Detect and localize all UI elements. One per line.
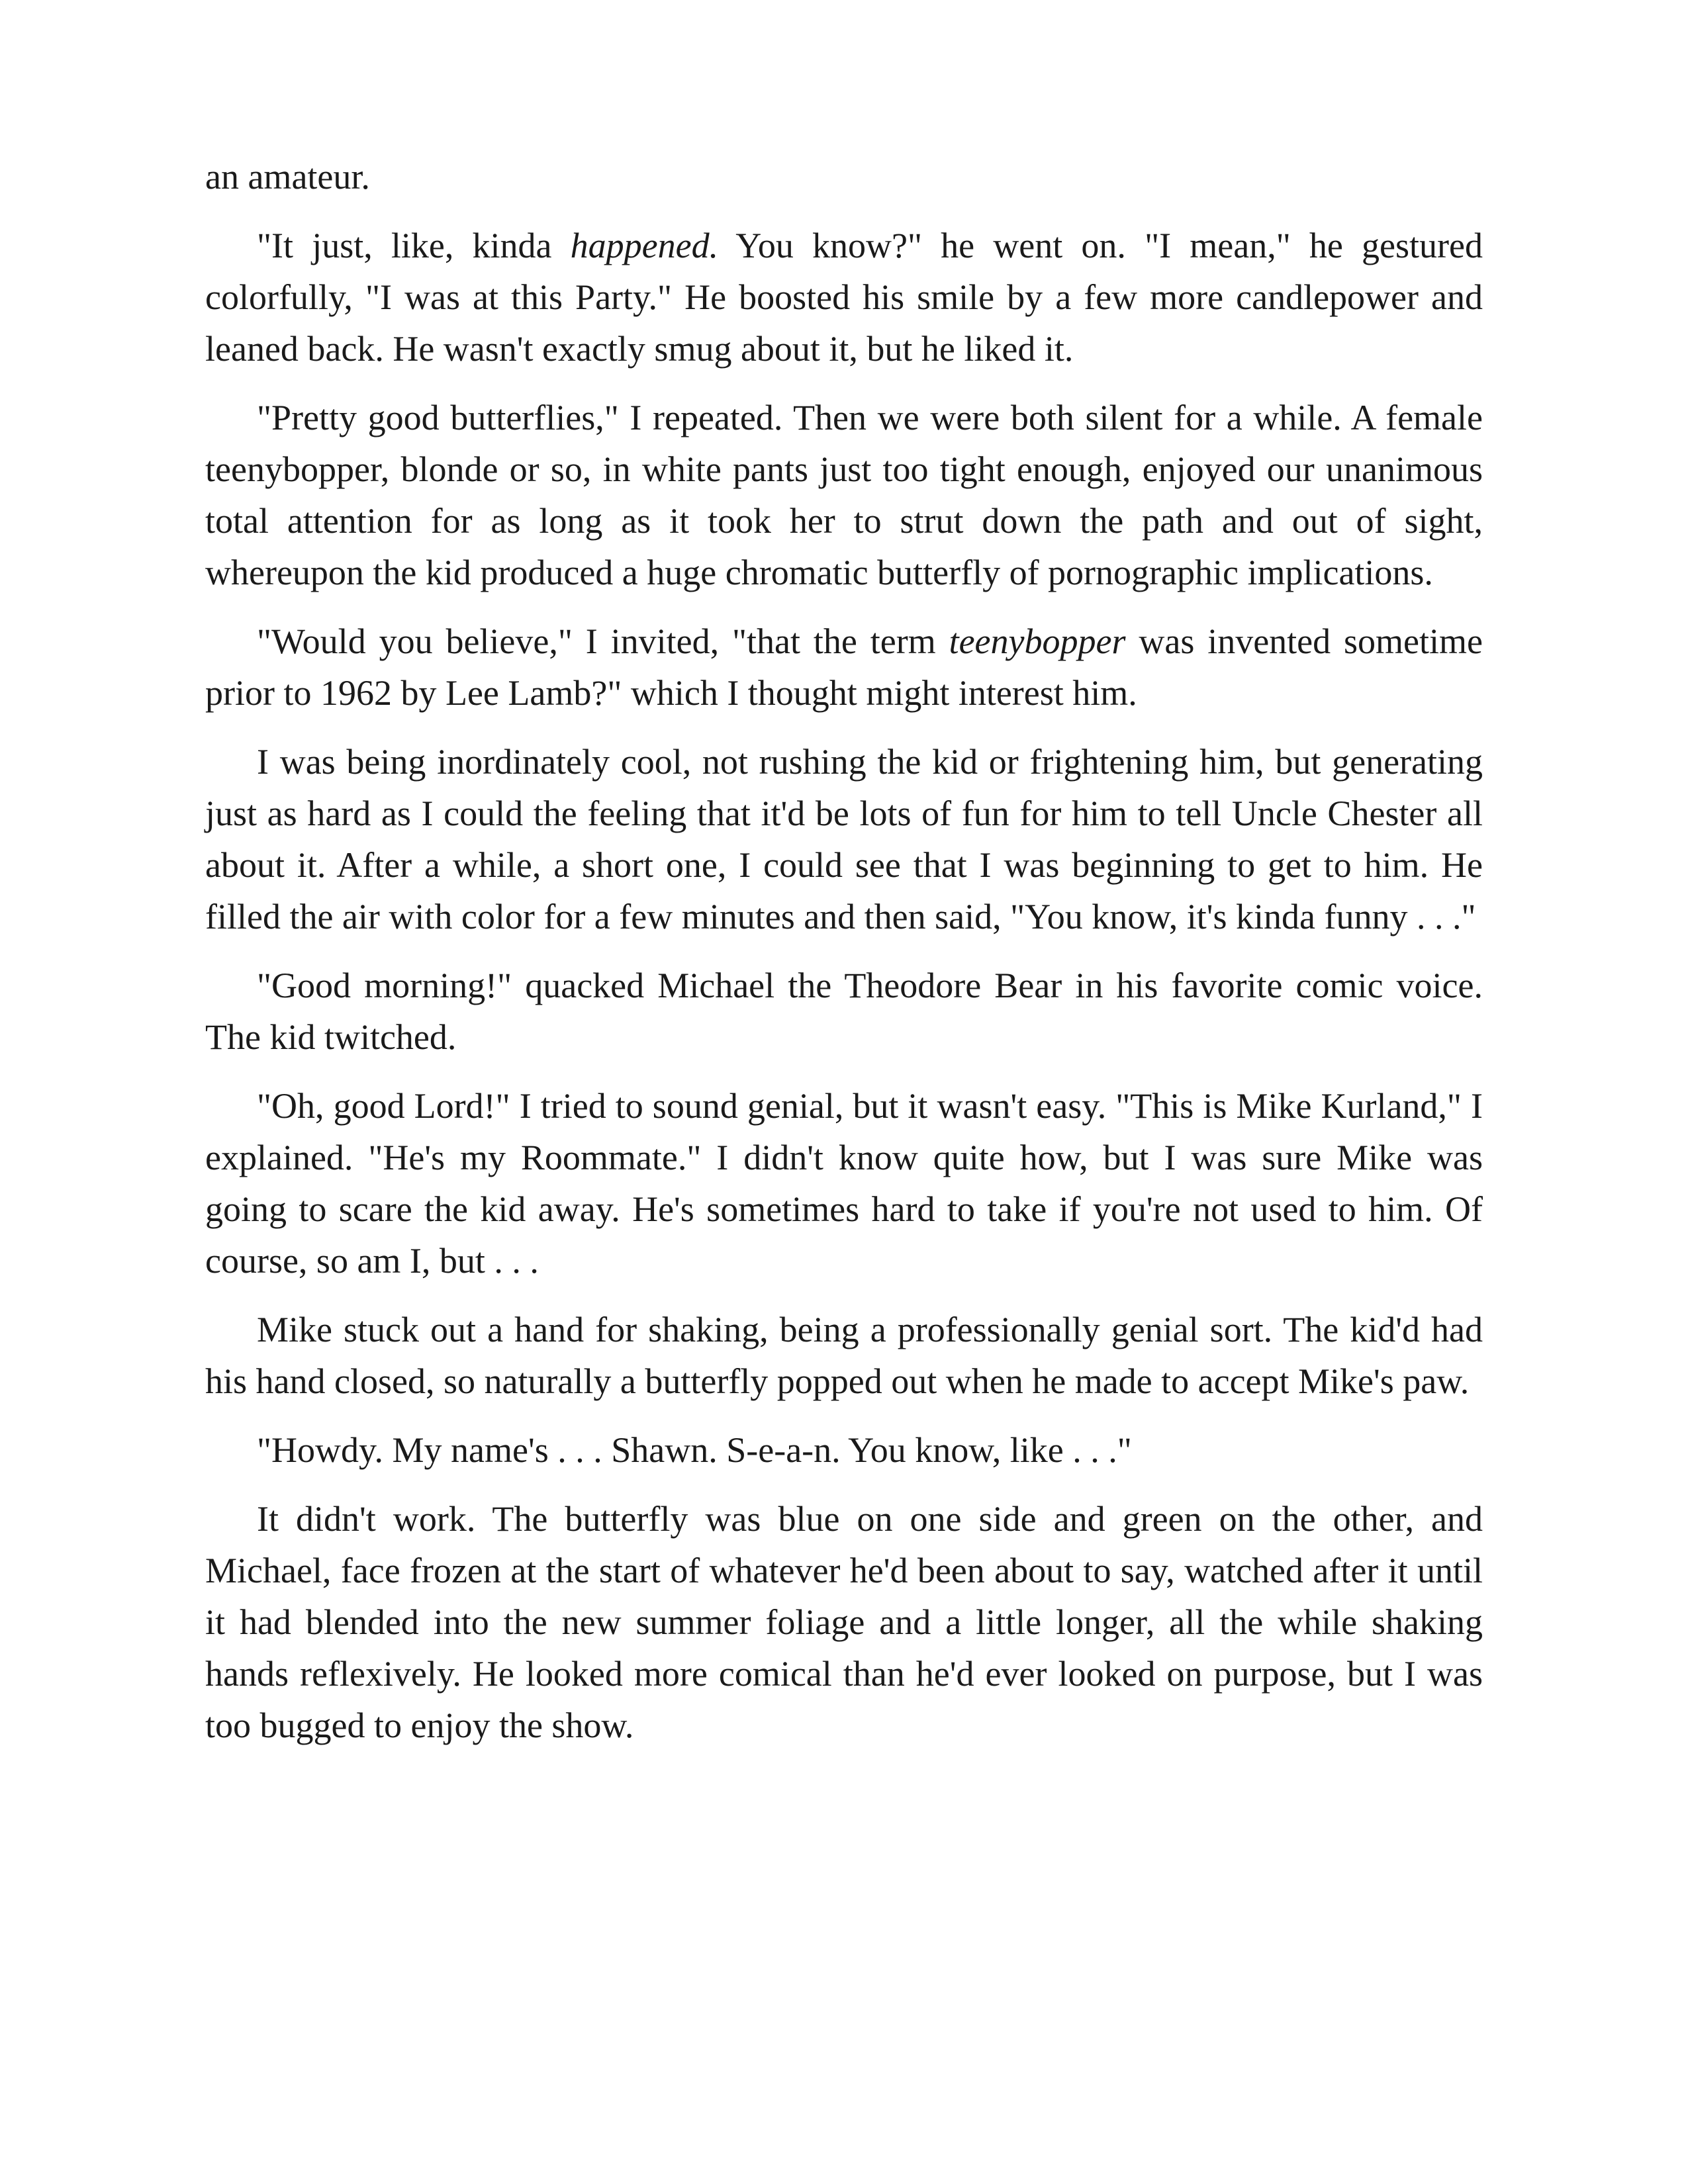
paragraph	[205, 1424, 1483, 1476]
paragraph	[205, 736, 1483, 942]
text-run: "Would you believe," I invited, "that the term	[257, 621, 949, 661]
paragraph	[205, 392, 1483, 598]
text-run: "Howdy. My name's . . . Shawn. S-e-a-n. You know, like . . ."	[257, 1430, 1132, 1470]
text-run: Mike stuck out a hand for shaking, being a professionally genial sort. The kid'd had his hand closed, so naturally a butterfly popped out when he made to accept Mike's paw.	[205, 1310, 1483, 1401]
page-body	[205, 151, 1483, 1768]
italic-text-run: happened.	[570, 226, 719, 265]
italic-text-run: teenybopper	[949, 621, 1126, 661]
text-run: an amateur.	[205, 157, 370, 197]
text-run: I was being inordinately cool, not rushing the kid or frightening him, but generating just as hard as I could the feeling that it'd be lots of fun for him to tell Uncle Chester all about it. After a while, a short one, I could see that I was beginning to get to him. He filled the air with color for a few minutes and then said, "You know, it's kinda funny . . ."	[205, 742, 1483, 936]
paragraph	[205, 615, 1483, 719]
paragraph	[205, 1304, 1483, 1407]
text-run: You know?" he went on. "I mean," he gestured colorfully, "I was at this Party." He boosted his smile by a few more candlepower and leaned back. He wasn't exactly smug about it, but he liked it.	[205, 226, 1483, 369]
paragraph	[205, 960, 1483, 1063]
paragraph	[205, 1080, 1483, 1287]
paragraph	[205, 220, 1483, 375]
text-run: "Pretty good butterflies," I repeated. Then we were both silent for a while. A female teenybopper, blonde or so, in white pants just too tight enough, enjoyed our unanimous total attention for as long as it took her to strut down the path and out of sight, whereupon the kid produced a huge chromatic butterfly of pornographic implications.	[205, 398, 1483, 592]
text-run: "Good morning!" quacked Michael the Theodore Bear in his favorite comic voice. The kid twitched.	[205, 966, 1483, 1057]
text-run: "It just, like, kinda	[257, 226, 571, 265]
paragraph	[205, 151, 1483, 203]
text-run: was invented sometime prior to 1962 by Lee Lamb?" which I thought might interest him.	[205, 621, 1483, 713]
text-run: "Oh, good Lord!" I tried to sound genial, but it wasn't easy. "This is Mike Kurland," I explained. "He's my Roommate." I didn't know quite how, but I was sure Mike was going to scare the kid away. He's sometimes hard to take if you're not used to him. Of course, so am I, but . . .	[205, 1086, 1483, 1281]
paragraph	[205, 1493, 1483, 1751]
text-run: It didn't work. The butterfly was blue on one side and green on the other, and Michael, face frozen at the start of whatever he'd been about to say, watched after it until it had blended into the new summer foliage and a little longer, all the while shaking hands reflexively. He looked more comical than he'd ever looked on purpose, but I was too bugged to enjoy the show.	[205, 1499, 1483, 1745]
